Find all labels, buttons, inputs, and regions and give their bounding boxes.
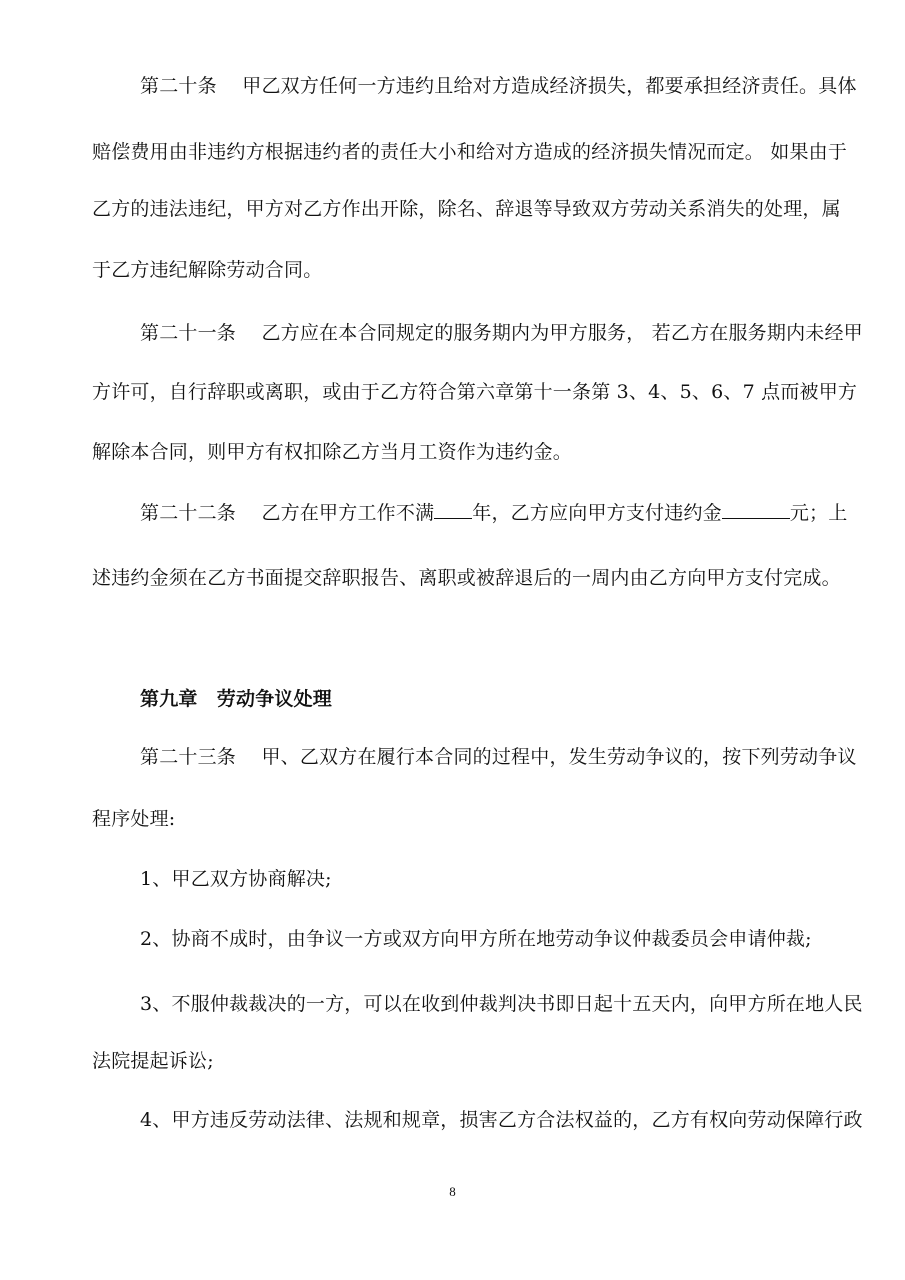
article-23-line-2: 程序处理: [92, 808, 176, 830]
chapter-9-heading: 第九章 劳动争议处理 [140, 688, 333, 710]
page-number: 8 [449, 1184, 456, 1199]
article-20-line-4: 于乙方违纪解除劳动合同。 [92, 259, 323, 281]
article-22-text-a: 第二十二条 乙方在甲方工作不满 [140, 502, 435, 524]
article-21-line-3: 解除本合同，则甲方有权扣除乙方当月工资作为违约金。 [92, 441, 573, 463]
article-21-line-1: 第二十一条 乙方应在本合同规定的服务期内为甲方服务， 若乙方在服务期内未经甲 [140, 322, 863, 344]
years-blank-field[interactable] [434, 500, 472, 519]
article-23-item-3-line-2: 法院提起诉讼; [92, 1050, 214, 1072]
article-20-line-3: 乙方的违法违纪，甲方对乙方作出开除，除名、辞退等导致双方劳动关系消失的处理，属 [92, 198, 841, 220]
article-22-line-1 [140, 500, 848, 525]
article-23-item-1: 1、甲乙双方协商解决; [140, 868, 332, 890]
article-21-line-2: 方许可，自行辞职或离职，或由于乙方符合第六章第十一条第 3、4、5、6、7 点而被甲方 [92, 381, 858, 403]
article-20-line-2: 赔偿费用由非违约方根据违约者的责任大小和给对方造成的经济损失情况而定。 如果由于 [92, 141, 848, 163]
article-22-text-c: 元；上 [789, 502, 848, 524]
article-23-item-3-line-1: 3、不服仲裁裁决的一方，可以在收到仲裁判决书即日起十五天内，向甲方所在地人民 [140, 993, 863, 1015]
article-23-item-4-line-1: 4、甲方违反劳动法律、法规和规章，损害乙方合法权益的，乙方有权向劳动保障行政 [140, 1109, 863, 1131]
article-22-text-b: 年，乙方应向甲方支付违约金 [472, 502, 722, 524]
article-23-line-1: 第二十三条 甲、乙双方在履行本合同的过程中，发生劳动争议的，按下列劳动争议 [140, 746, 857, 768]
penalty-amount-blank-field[interactable] [722, 500, 790, 519]
article-23-item-2: 2、协商不成时，由争议一方或双方向甲方所在地劳动争议仲裁委员会申请仲裁; [140, 928, 812, 950]
article-20-line-1: 第二十条 甲乙双方任何一方违约且给对方造成经济损失，都要承担经济责任。具体 [140, 75, 857, 97]
article-22-line-2: 述违约金须在乙方书面提交辞职报告、离职或被辞退后的一周内由乙方向甲方支付完成。 [92, 567, 841, 589]
